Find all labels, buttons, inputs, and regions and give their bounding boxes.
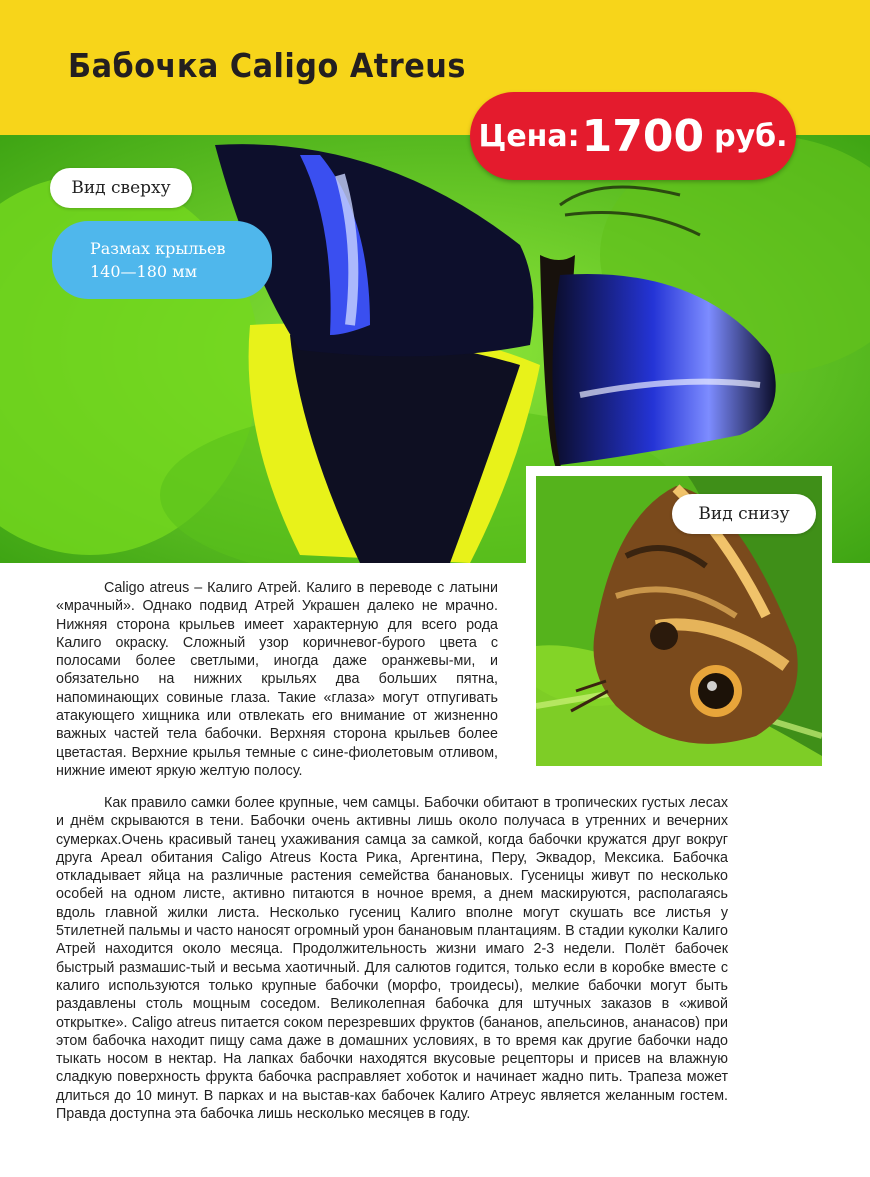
wingspan-label: Размах крыльев [90,239,226,258]
bottom-view-badge: Вид снизу [672,494,816,534]
price-label: Цена: [478,118,580,154]
price-badge [470,92,796,180]
article-paragraph-2: Как правило самки более крупные, чем самцы. Бабочки обитают в тропических густых лесах и днём скрываются в тени. Бабочки очень активны лишь около получаса в утренних и вечерних сумерках.Очень красивый танец ухаживания самца за самкой, когда бабочки кружатся друг вокруг друга Ареал обитания Caligo Atreus Коста Рика, Аргентина, Перу, Эквадор, Мексика. Бабочка откладывает яйца на различные растения семейства банановых. Гусеницы живут по несколько особей на одном листе, активно питаются в ночное время, а днем маскируются, располагаясь вдоль главной жилки листа. Несколько гусениц Калиго вполне могут скушать все листья у 5тилетней пальмы и часто наносят огромный урон банановым плантациям. В стадии куколки Калиго Атрей находится около месяца. Продолжительность жизни имаго 2-3 недели. Полёт бабочек быстрый размашис-тый и весьма хаотичный. Для салютов годится, только если в коробке вместе с калиго используются только крупные бабочки (морфо, троидесы), мелкие бабочки могут быть раздавлены столь мощным соседом. Великолепная бабочка для штучных заказов в «живой открытке». Caligo atreus питается соком перезревших фруктов (бананов, апельсинов, ананасов) при этом бабочка находит пищу сама даже в домашних условиях, в то время как другие бабочки надо тыкать носом в нектар. На лапках бабочки находятся вкусовые рецепторы и присев на влажную сладкую поверхность фрукта бабочка расправляет хоботок и начинает жадно пить. Трапеза может длиться до 10 минут. В парках и на выстав-ках бабочек Калиго Атреус является желанным гостем. Правда доступна эта бабочка лишь несколько месяцев в году. [56,795,728,1123]
page-title: Бабочка Caligo Atreus [68,46,466,85]
wingspan-value: 140—180 мм [90,262,198,281]
price-unit: руб. [714,118,788,154]
price-value: 1700 [581,110,705,162]
article-paragraph-1: Caligo atreus – Калиго Атрей. Калиго в переводе с латыни «мрачный». Однако подвид Атрей Украшен далеко не мрачно. Нижняя сторона крыльев имеет характерную для всего рода Калиго окраску. Сложный узор коричневог-бурого цвета с полосами более светлыми, иногда даже оранжевы-ми, и обязательно на нижних крыльях два больших пятна, напоминающих совиные глаза. Такие «глаза» могут отпугивать атакующего хищника или отвлекать его внимание от жизненно важных частей тела бабочки. Верхняя сторона крыльев более цветастая. Верхние крылья темные с сине-фиолетовым отливом, нижние имеют яркую желтую полосу. [56,580,498,779]
wingspan-badge [52,221,272,299]
top-view-badge: Вид сверху [50,168,192,208]
